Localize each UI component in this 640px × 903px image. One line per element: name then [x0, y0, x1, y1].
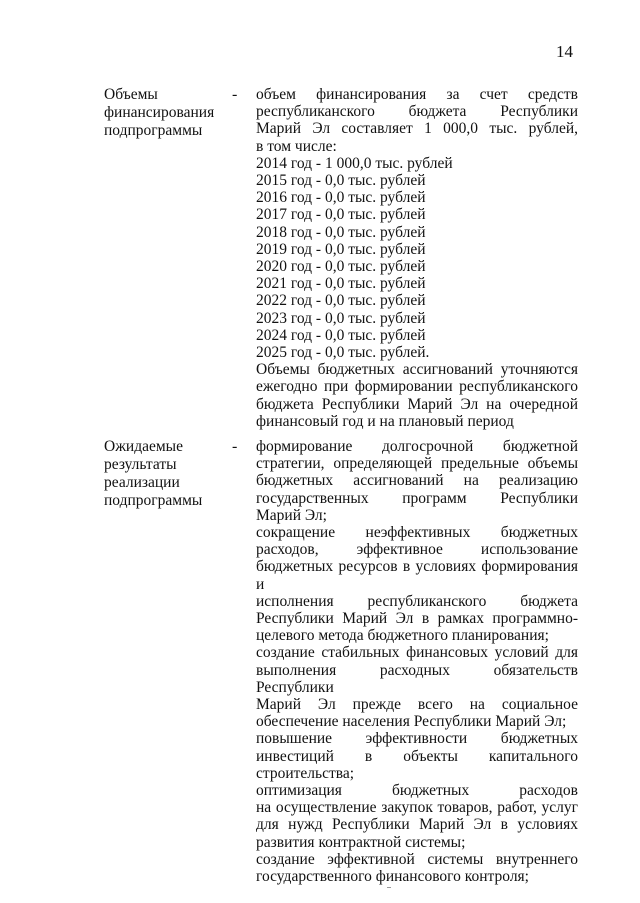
text-line: выполнения расходных обязательств Республики — [256, 661, 578, 696]
text-line: развития контрактной системы; — [256, 833, 466, 851]
text-line: бюджетных ресурсов в условиях формирования и — [256, 558, 578, 593]
text-line: создание стабильных финансовых условий для — [256, 644, 578, 662]
year-line: 2015 год - 0,0 тыс. рублей — [256, 172, 426, 190]
text-line: Республики Марий Эл в рамках программно- — [256, 610, 578, 628]
text-line: создание эффективной системы внутреннего — [256, 850, 578, 868]
financing-content — [256, 86, 578, 430]
label-line: финансирования — [104, 104, 215, 121]
text-line: сокращение неэффективных бюджетных — [256, 524, 578, 542]
result-item — [256, 524, 578, 644]
text-line: стратегии, определяющей предельные объемы — [256, 455, 578, 473]
result-item — [256, 438, 578, 524]
text-line: ежегодно при формировании республиканского — [256, 378, 578, 396]
text-line: в том числе: — [256, 137, 337, 155]
text-line: Марий Эл составляет 1 000,0 тыс. рублей, — [256, 120, 578, 138]
results-content — [256, 438, 578, 885]
financing-label — [104, 86, 234, 140]
text-line: повышение эффективности бюджетных — [256, 730, 578, 748]
separator-dash: - — [232, 438, 238, 455]
text-line: на осуществление закупок товаров, работ, услуг — [256, 799, 578, 817]
year-line: 2024 год - 0,0 тыс. рублей — [256, 326, 426, 344]
result-item — [256, 730, 578, 782]
text-line: объем финансирования за счет средств — [256, 86, 578, 103]
text-line: для нужд Республики Марий Эл в условиях — [256, 816, 578, 834]
year-line: 2017 год - 0,0 тыс. рублей — [256, 206, 426, 224]
result-item — [256, 851, 578, 885]
text-line: исполнения республиканского бюджета — [256, 592, 578, 610]
year-line: 2021 год - 0,0 тыс. рублей — [256, 275, 426, 293]
text-line: инвестиций в объекты капитального — [256, 747, 578, 765]
text-line: оптимизация бюджетных расходов — [256, 782, 578, 800]
year-line: 2025 год - 0,0 тыс. рублей. — [256, 344, 430, 362]
label-line: Ожидаемые — [104, 438, 183, 455]
text-line: строительства; — [256, 764, 355, 782]
text-line: бюджета Республики Марий Эл на очередной — [256, 395, 578, 413]
text-line: целевого метода бюджетного планирования; — [256, 627, 549, 645]
label-line: подпрограммы — [104, 122, 203, 139]
results-label — [104, 438, 234, 510]
label-line: Объемы — [104, 86, 158, 103]
result-item — [256, 644, 578, 730]
text-line: республиканского бюджета Республики — [256, 103, 578, 121]
text-line: Марий Эл прежде всего на социальное — [256, 696, 578, 714]
scan-artifact — [387, 887, 391, 888]
page-number: 14 — [556, 42, 573, 61]
separator-dash: - — [232, 86, 238, 103]
text-line: Объемы бюджетных ассигнований уточняются — [256, 361, 578, 379]
year-line: 2020 год - 0,0 тыс. рублей — [256, 258, 426, 276]
year-line: 2014 год - 1 000,0 тыс. рублей — [256, 154, 453, 172]
label-line: реализации — [104, 474, 180, 491]
text-line: государственного финансового контроля; — [256, 868, 529, 886]
year-line: 2019 год - 0,0 тыс. рублей — [256, 240, 426, 258]
year-line: 2018 год - 0,0 тыс. рублей — [256, 223, 426, 241]
text-line: обеспечение населения Республики Марий Эл; — [256, 713, 567, 731]
text-line: Марий Эл; — [256, 506, 327, 524]
year-line: 2023 год - 0,0 тыс. рублей — [256, 309, 426, 327]
year-line: 2022 год - 0,0 тыс. рублей — [256, 292, 426, 310]
result-item — [256, 782, 578, 851]
text-line: бюджетных ассигнований на реализацию — [256, 472, 578, 490]
label-line: результаты — [104, 456, 177, 473]
text-line: формирование долгосрочной бюджетной — [256, 438, 578, 455]
year-line: 2016 год - 0,0 тыс. рублей — [256, 189, 426, 207]
text-line: финансовый год и на плановый период — [256, 412, 514, 430]
text-line: государственных программ Республики — [256, 489, 578, 507]
text-line: расходов, эффективное использование — [256, 541, 578, 559]
label-line: подпрограммы — [104, 492, 203, 509]
